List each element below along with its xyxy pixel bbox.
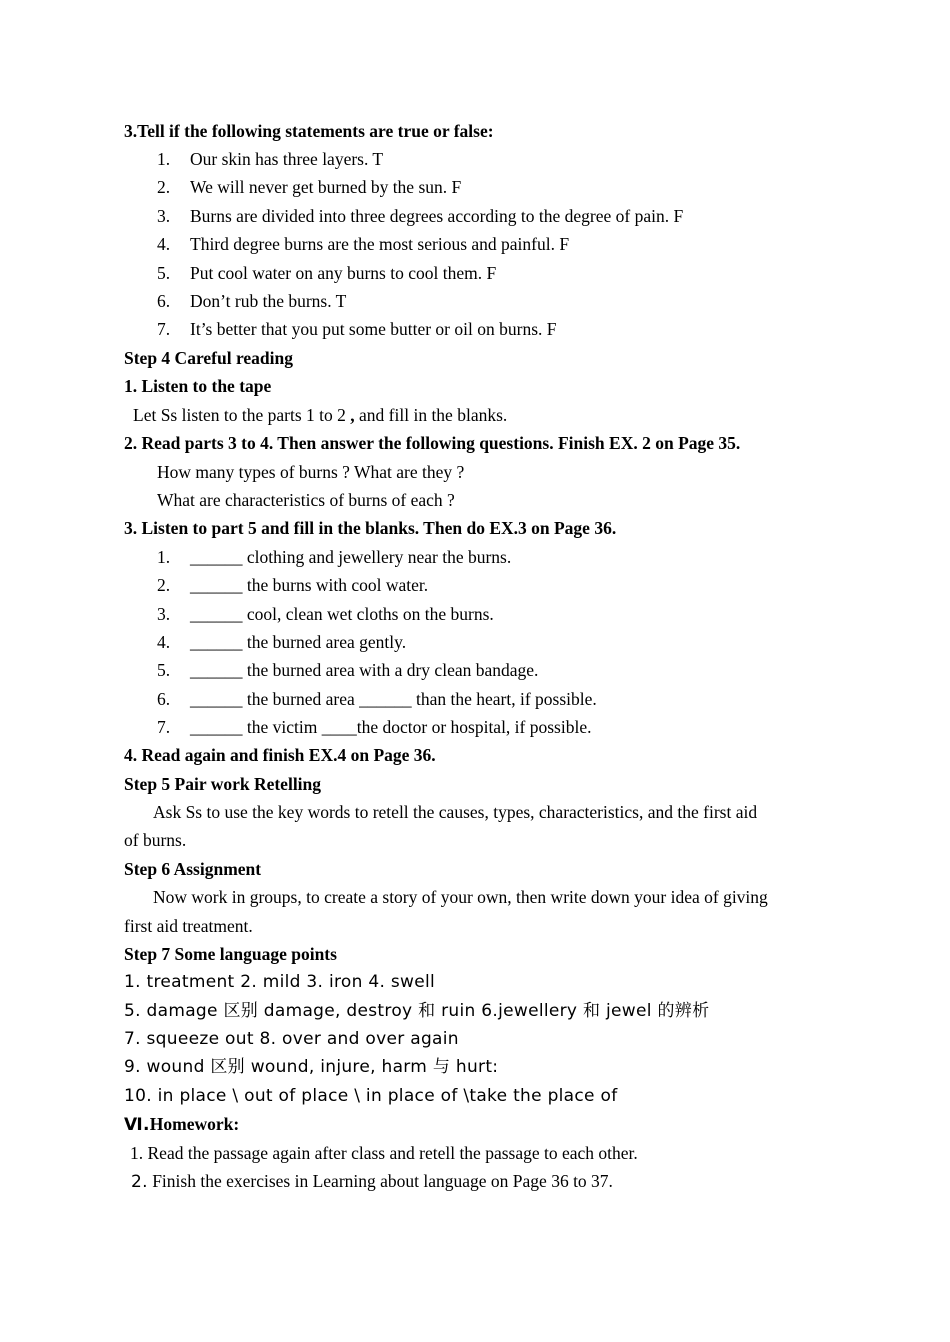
item-text: Third degree burns are the most serious and painful. F (190, 234, 570, 254)
item-number: 6. (157, 291, 171, 311)
listen-comma: , (350, 405, 355, 425)
step6-heading: Step 6 Assignment (124, 859, 262, 879)
statement-item (157, 291, 346, 311)
item-number: 5. (157, 263, 171, 283)
item-text: the burns with cool water. (242, 575, 429, 595)
step4-heading: Step 4 Careful reading (124, 348, 294, 368)
item-number: 2. (131, 1172, 148, 1192)
step5-line-1: Ask Ss to use the key words to retell the causes, types, characteristics, and the first aid (153, 802, 758, 822)
language-points-row (124, 1001, 709, 1021)
item-number: 1. (157, 547, 171, 567)
item-number: 2. (157, 575, 171, 595)
item-text: cool, clean wet cloths on the burns. (242, 604, 494, 624)
item-text: It’s better that you put some butter or oil on burns. F (190, 319, 557, 339)
language-points-row: 7. squeeze out 8. over and over again (124, 1029, 459, 1049)
item-number: 2. (157, 177, 171, 197)
answer-blank: ______ (190, 575, 243, 595)
step5-line-2: of burns. (124, 830, 187, 850)
answer-blank: ______ (190, 689, 243, 709)
statement-item (157, 234, 569, 254)
point-text: 区别 (223, 1001, 259, 1021)
point-text: 9. wound (124, 1057, 211, 1077)
item-number: 4. (157, 234, 171, 254)
point-text: damage, destroy (258, 1001, 419, 1021)
statement-item (157, 263, 496, 283)
answer-blank: ______ (190, 632, 243, 652)
step6-line-2: first aid treatment. (124, 916, 253, 936)
item-text: Put cool water on any burns to cool them. F (190, 263, 497, 283)
fill-item (157, 717, 592, 737)
fill-item (157, 604, 494, 624)
homework-item-1: 1. Read the passage again after class and retell the passage to each other. (130, 1143, 638, 1163)
homework-numeral: Ⅵ. (124, 1115, 150, 1135)
answer-blank: ______ (190, 547, 243, 567)
listen-instruction (133, 405, 507, 425)
item-text: the burned area (242, 689, 360, 709)
point-text: 和 (418, 1001, 436, 1021)
language-points-row (124, 1057, 498, 1077)
listen-text-a: Let Ss listen to the parts 1 to 2 (133, 405, 351, 425)
answer-blank: ______ (190, 604, 243, 624)
item-number: 4. (157, 632, 171, 652)
point-text: jewel (600, 1001, 658, 1021)
fill-item (157, 689, 597, 709)
item-text: than the heart, if possible. (411, 689, 597, 709)
point-text: 与 (432, 1057, 451, 1077)
item-text: clothing and jewellery near the burns. (242, 547, 512, 567)
answer-blank: ____ (321, 717, 357, 737)
language-points-row: 10. in place \ out of place \ in place of \take the place of (124, 1086, 618, 1106)
point-text: 的辨析 (657, 1001, 710, 1021)
point-text: wound, injure, harm (244, 1057, 433, 1077)
item-text: Finish the exercises in Learning about language on Page 36 to 37. (147, 1171, 613, 1191)
listen-heading: 1. Listen to the tape (124, 376, 272, 396)
item-text: Burns are divided into three degrees according to the degree of pain. F (190, 206, 684, 226)
point-text: hurt: (450, 1057, 499, 1077)
item-number: 1. (157, 149, 171, 169)
item-text: the doctor or hospital, if possible. (356, 717, 592, 737)
item-text: Don’t rub the burns. T (190, 291, 347, 311)
step6-line-1: Now work in groups, to create a story of your own, then write down your idea of giving (153, 887, 768, 907)
read-again-heading: 4. Read again and finish EX.4 on Page 36. (124, 745, 436, 765)
read-heading: 2. Read parts 3 to 4. Then answer the following questions. Finish EX. 2 on Page 35. (124, 433, 741, 453)
item-number: 7. (157, 319, 171, 339)
point-text: 5. damage (124, 1001, 224, 1021)
statement-item (157, 177, 461, 197)
item-text: We will never get burned by the sun. F (190, 177, 462, 197)
statement-item (157, 149, 383, 169)
fill-item (157, 632, 406, 652)
item-text: the burned area with a dry clean bandage. (242, 660, 539, 680)
item-text: the burned area gently. (242, 632, 407, 652)
fill-item (157, 575, 428, 595)
fill-item (157, 660, 538, 680)
answer-blank: ______ (190, 717, 243, 737)
step7-heading: Step 7 Some language points (124, 944, 337, 964)
item-number: 3. (157, 206, 171, 226)
homework-item-2 (131, 1171, 613, 1192)
point-text: 区别 (210, 1057, 245, 1077)
homework-label: Homework: (149, 1114, 240, 1134)
point-text: 和 (583, 1001, 601, 1021)
section3-heading: 3.Tell if the following statements are true or false: (124, 121, 494, 141)
language-points-row: 1. treatment 2. mild 3. iron 4. swell (124, 972, 436, 992)
statement-item (157, 206, 683, 226)
listen-text-b: and fill in the blanks. (354, 405, 508, 425)
fill-item (157, 547, 511, 567)
item-number: 7. (157, 717, 171, 737)
item-number: 6. (157, 689, 171, 709)
part5-heading: 3. Listen to part 5 and fill in the blanks. Then do EX.3 on Page 36. (124, 518, 617, 538)
homework-heading (124, 1114, 239, 1135)
point-text: ruin 6.jewellery (435, 1001, 583, 1021)
item-number: 5. (157, 660, 171, 680)
answer-blank: ______ (190, 660, 243, 680)
item-text: the victim (242, 717, 322, 737)
answer-blank: ______ (359, 689, 412, 709)
question-2: What are characteristics of burns of each ? (157, 490, 455, 510)
item-text: Our skin has three layers. T (190, 149, 384, 169)
question-1: How many types of burns ? What are they ? (157, 462, 465, 482)
statement-item (157, 319, 556, 339)
item-number: 3. (157, 604, 171, 624)
step5-heading: Step 5 Pair work Retelling (124, 774, 322, 794)
